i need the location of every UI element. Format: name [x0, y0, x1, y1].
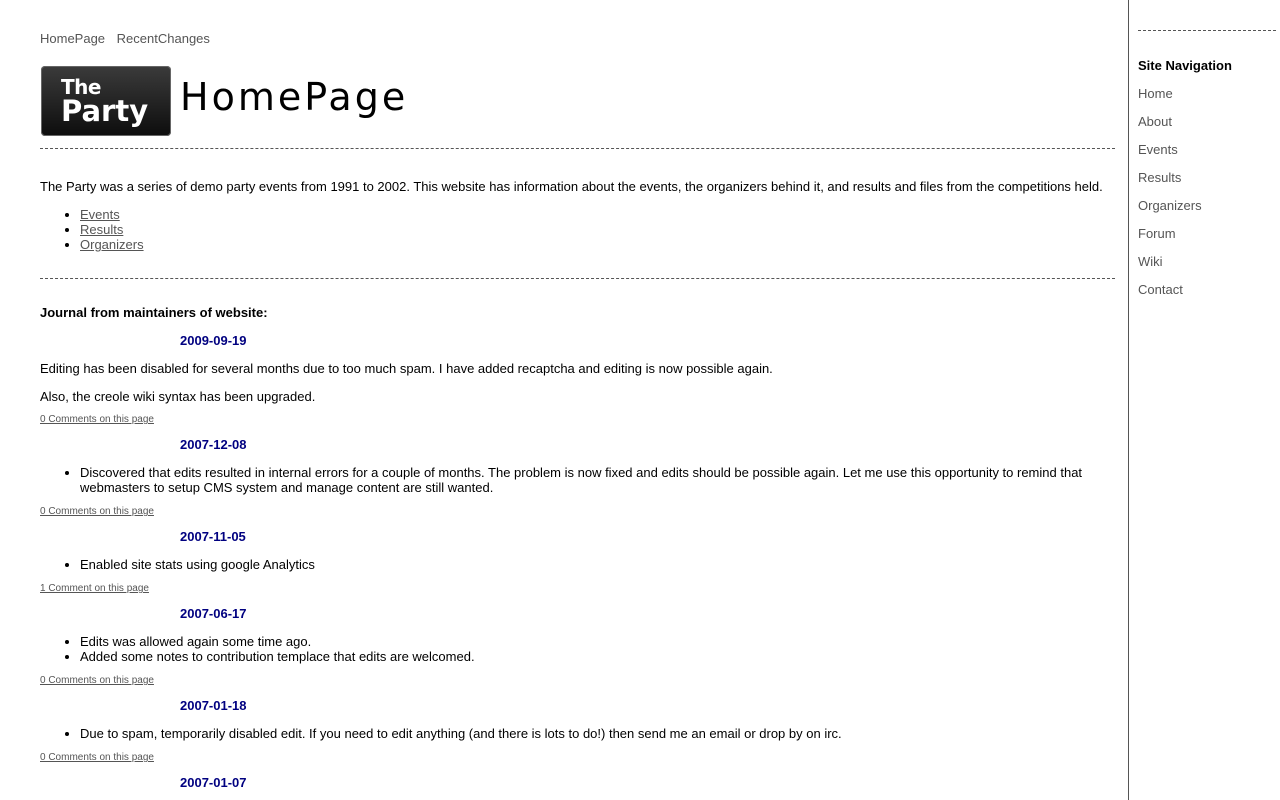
journal-title: Journal from maintainers of website: [40, 305, 268, 320]
results-link[interactable]: Results [80, 222, 124, 237]
intro-text: The Party was a series of demo party events from 1991 to 2002. This website has information about the events, the organizers behind it, and results and files from the competitions held. [40, 179, 1103, 194]
header-divider [40, 148, 1115, 149]
sidebar-item-forum[interactable]: Forum [1138, 226, 1176, 241]
sidebar-item-organizers[interactable]: Organizers [1138, 198, 1202, 213]
sidebar-item-events[interactable]: Events [1138, 142, 1178, 157]
journal-entry [40, 775, 1115, 800]
comments-link[interactable]: 0 Comments on this page [40, 506, 154, 517]
entry-bullets [40, 465, 1115, 495]
section-divider [40, 278, 1115, 279]
sidebar-item-results[interactable]: Results [1138, 170, 1182, 185]
entry-date: 2007-11-05 [180, 529, 246, 544]
logo-text-party: Party [61, 94, 149, 128]
sidebar-item-wiki[interactable]: Wiki [1138, 254, 1163, 269]
entry-paragraph: Also, the creole wiki syntax has been upgraded. [40, 389, 316, 404]
list-item [80, 222, 144, 237]
sidebar-item-about[interactable]: About [1138, 114, 1172, 129]
sidebar-item-contact[interactable]: Contact [1138, 282, 1183, 297]
list-item [80, 207, 144, 222]
list-item [80, 237, 144, 252]
entry-date: 2007-06-17 [180, 606, 247, 621]
sidebar-divider [1138, 30, 1276, 31]
list-item: • Due to spam, temporarily disabled edit. If you need to edit anything (and there is lots to do!) then send me an email or drop by on irc. [80, 726, 1115, 741]
logo-text-the: The [61, 75, 101, 99]
entry-date: 2007-01-07 [180, 775, 247, 790]
journal-entry [40, 333, 1115, 437]
list-item: • Enabled site stats using google Analytics [80, 557, 1115, 572]
sidebar [1128, 0, 1280, 800]
journal-entry [40, 529, 1115, 606]
comments-link[interactable]: 0 Comments on this page [40, 414, 154, 425]
list-item: • Discovered that edits resulted in internal errors for a couple of months. The problem is now fixed and edits should be possible again. Let me use this opportunity to remind that webmasters to setup CMS system and manage content are still wanted. [80, 465, 1115, 495]
top-nav [40, 31, 218, 46]
entry-bullets [40, 634, 1115, 664]
entry-date: 2009-09-19 [180, 333, 247, 348]
entry-date: 2007-12-08 [180, 437, 247, 452]
comments-link[interactable]: 0 Comments on this page [40, 752, 154, 763]
main-content [40, 0, 1115, 800]
section-links [40, 207, 144, 252]
journal [40, 305, 1115, 800]
sidebar-item-home[interactable]: Home [1138, 86, 1173, 101]
journal-entry [40, 437, 1115, 529]
page-header [40, 66, 1115, 136]
site-navigation [1138, 86, 1202, 310]
the-party-logo[interactable] [41, 66, 171, 136]
entry-paragraph: Editing has been disabled for several months due to too much spam. I have added recaptcha and editing is now possible again. [40, 361, 773, 376]
journal-entry [40, 698, 1115, 775]
entry-date: 2007-01-18 [180, 698, 247, 713]
organizers-link[interactable]: Organizers [80, 237, 144, 252]
page-title: HomePage [180, 75, 409, 119]
comments-link[interactable]: 1 Comment on this page [40, 583, 149, 594]
list-item: • Edits was allowed again some time ago. [80, 634, 1115, 649]
entry-bullets [40, 726, 1115, 741]
list-item: • Added some notes to contribution templace that edits are welcomed. [80, 649, 1115, 664]
events-link[interactable]: Events [80, 207, 120, 222]
comments-link[interactable]: 0 Comments on this page [40, 675, 154, 686]
journal-entry [40, 606, 1115, 698]
sidebar-heading: Site Navigation [1138, 58, 1232, 73]
top-nav-recentchanges-link[interactable]: RecentChanges [116, 31, 210, 46]
top-nav-homepage-link[interactable]: HomePage [40, 31, 106, 46]
entry-bullets [40, 557, 1115, 572]
